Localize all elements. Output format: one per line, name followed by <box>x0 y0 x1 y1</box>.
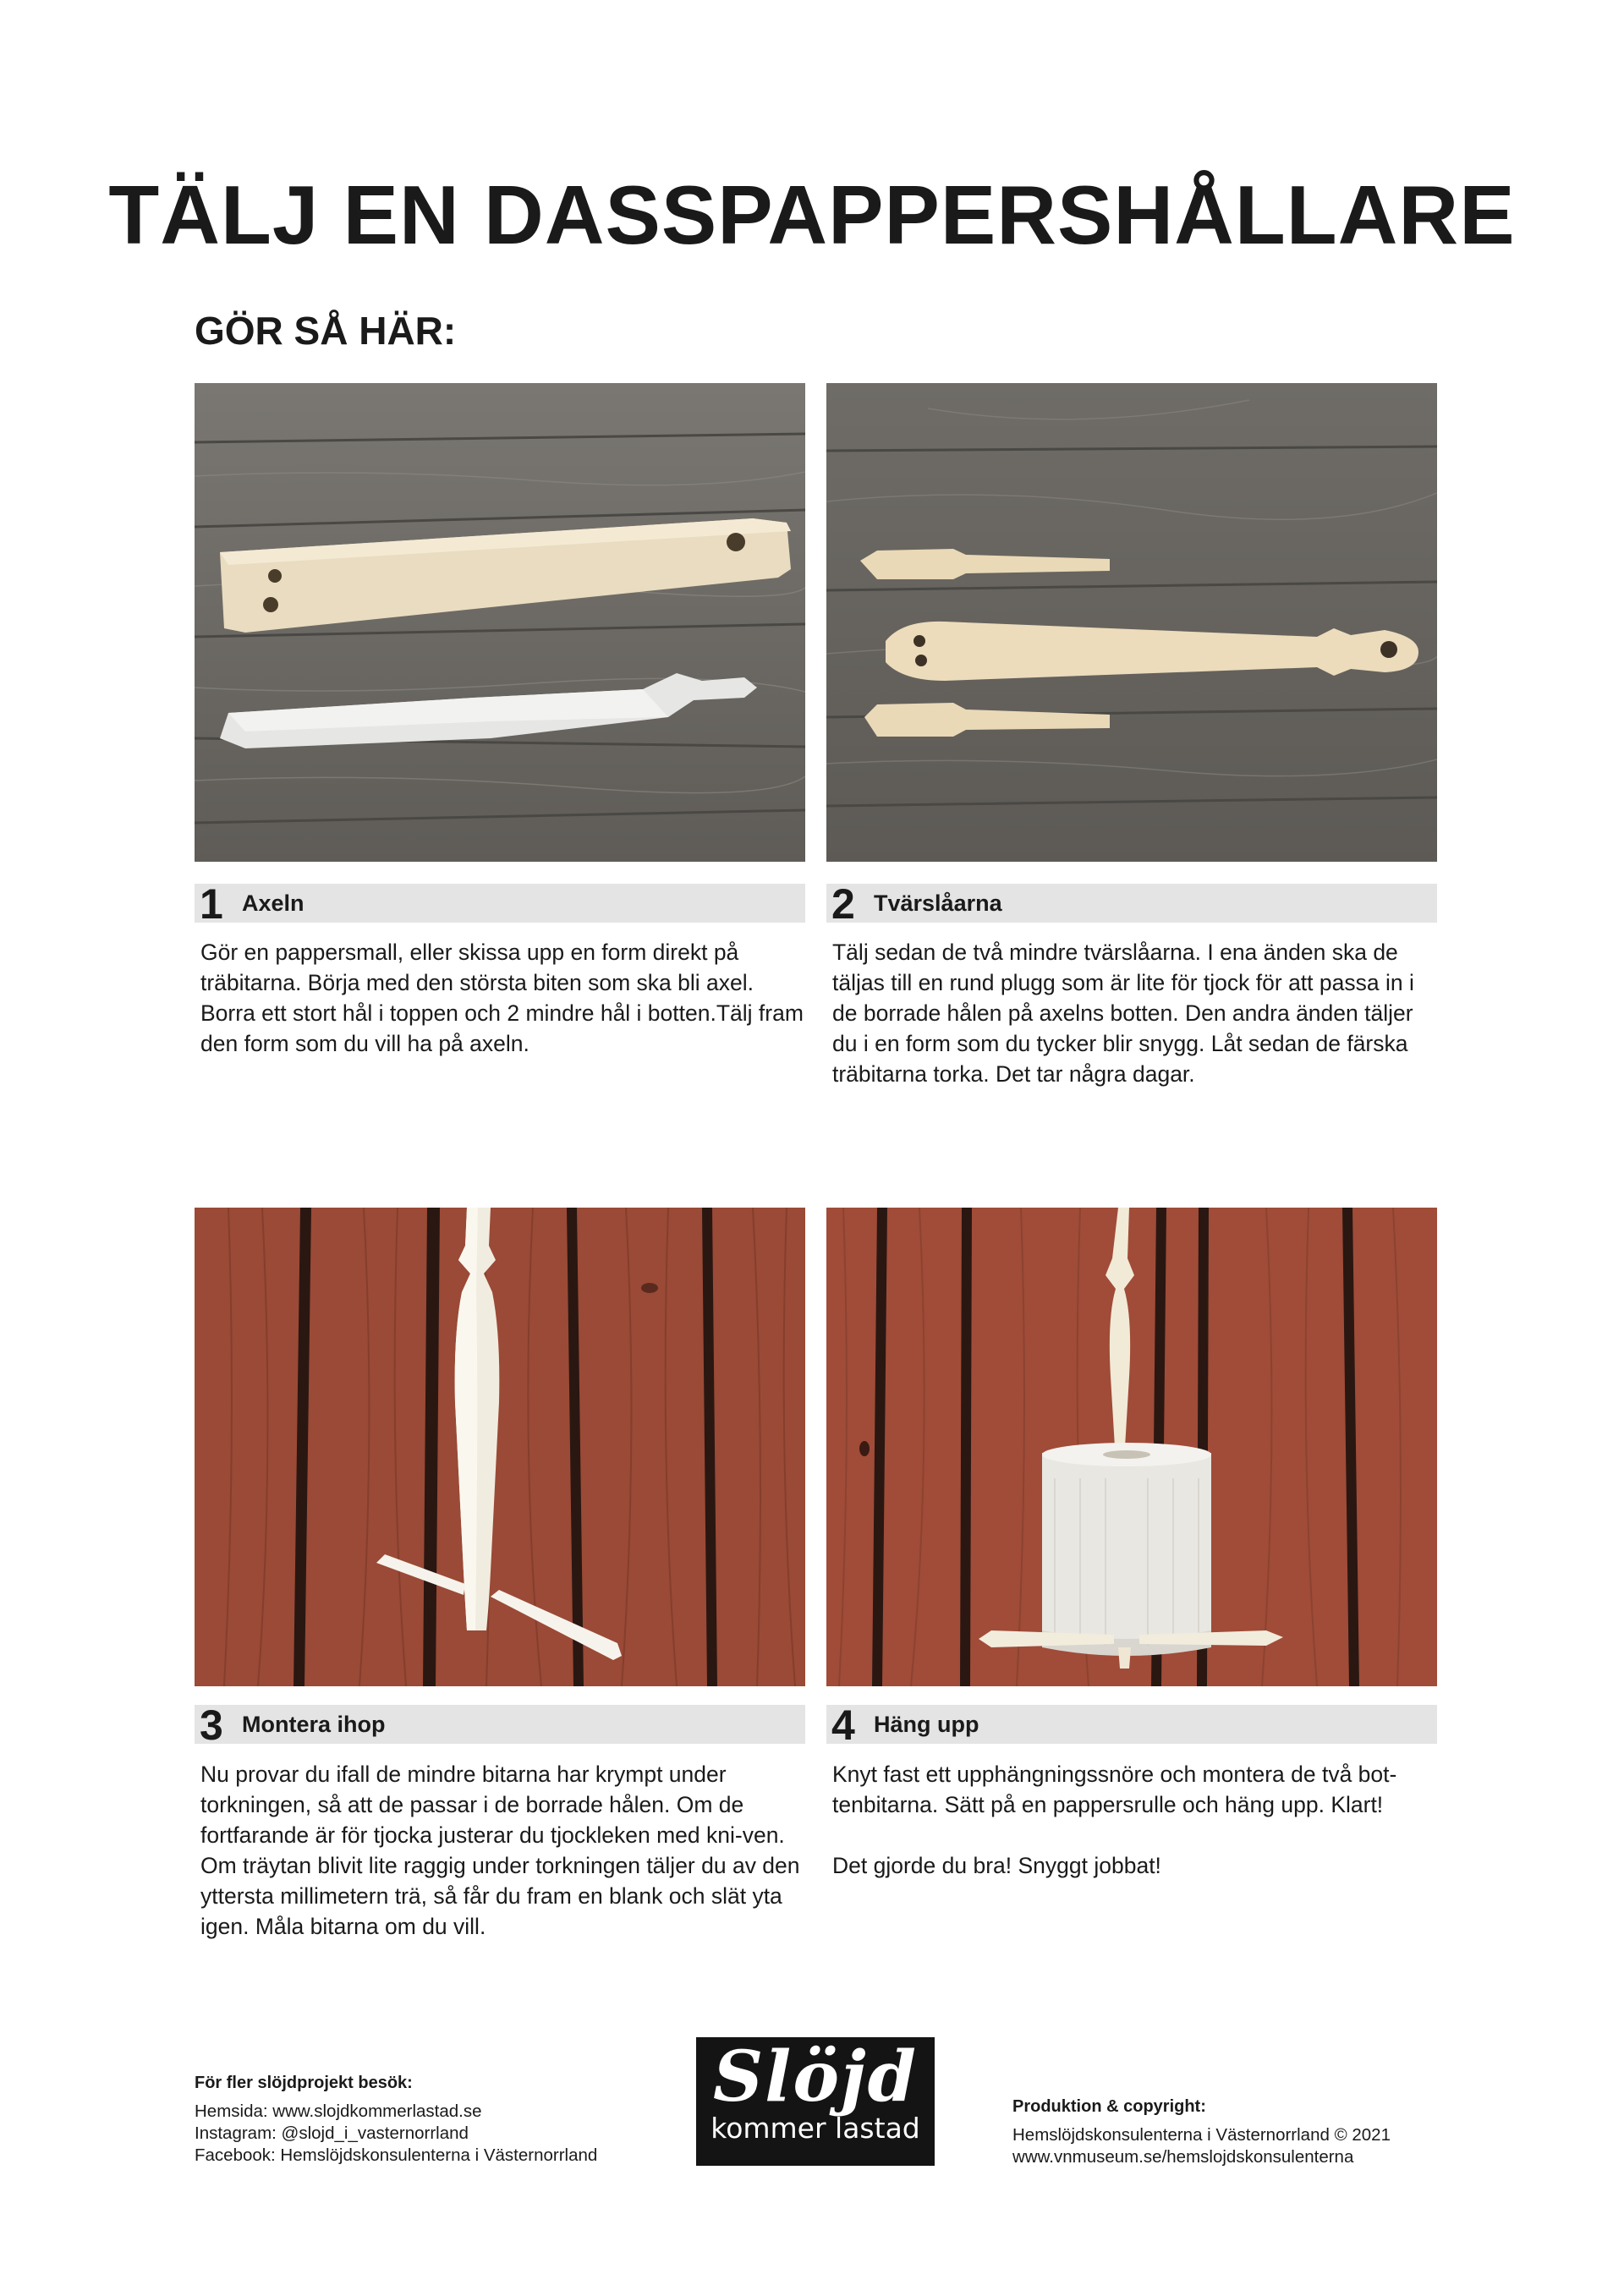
footer-facebook[interactable]: Facebook: Hemslöjdskonsulenterna i Västernorrland <box>195 2145 598 2165</box>
step-1-header <box>195 880 805 928</box>
footer-links <box>195 2072 597 2167</box>
step-4-closing: Det gjorde du bra! Snyggt jobbat! <box>832 1853 1161 1878</box>
footer-copyright-url[interactable]: www.vnmuseum.se/hemslojdskonsulenterna <box>1012 2147 1354 2167</box>
step-1-paragraph: Gör en pappersmall, eller skissa upp en form direkt på träbitarna. Börja med den största biten som ska bli axel. Borra ett stort hål i toppen och 2 mindre hål i botten.Tälj fram den form som du vill ha på axeln. <box>200 940 804 1056</box>
step-3-photo <box>195 1208 805 1686</box>
step-2-paragraph: Tälj sedan de två mindre tvärslåarna. I ena änden ska de täljas till en rund plugg som är lite för tjock för att passa in i de borrade hålen på axelns botten. Den andra änden täljer du i en form som du tycker blir snygg. Låt sedan de färska träbitarna torka. Det tar några dagar. <box>832 940 1414 1087</box>
logo-tagline: kommer lastad <box>710 2112 920 2145</box>
step-2-header <box>826 880 1437 928</box>
step-3-label: Montera ihop <box>242 1712 386 1737</box>
step-4-header <box>826 1701 1437 1749</box>
step-1-text <box>195 937 805 1059</box>
step-4-number: 4 <box>831 1701 855 1749</box>
footer-copyright <box>1012 2096 1391 2168</box>
step-4-label: Häng upp <box>874 1712 979 1737</box>
footer-copyright-org: Hemslöjdskonsulenterna i Västernorrland © 2021 <box>1012 2125 1391 2145</box>
footer-copyright-heading: Produktion & copyright: <box>1012 2097 1206 2116</box>
step-3-number: 3 <box>200 1701 223 1749</box>
step-3-paragraph: Nu provar du ifall de mindre bitarna har krympt under torkningen, så att de passar i de borrade hålen. Om de fortfarande är för tjocka justerar du tjockleken med kni-ven. Om träytan blivit lite raggig under torkningen täljer du av den yttersta millimetern trä, så får du fram en blank och slät yta igen. Måla bitarna om du vill. <box>200 1762 800 1939</box>
step-3-header <box>195 1701 805 1749</box>
step-4-text <box>826 1759 1437 1881</box>
page-title: TÄLJ EN DASSPAPPERSHÅLLARE <box>108 168 1516 261</box>
step-1-label: Axeln <box>242 890 304 916</box>
step-2-text <box>826 937 1437 1089</box>
step-2-number: 2 <box>831 880 855 928</box>
step-1-photo <box>195 383 805 862</box>
footer-instagram[interactable]: Instagram: @slojd_i_vasternorrland <box>195 2123 469 2143</box>
step-2-label: Tvärslåarna <box>874 890 1002 916</box>
step-1-number: 1 <box>200 880 223 928</box>
step-4-paragraph: Knyt fast ett upphängningssnöre och montera de två bot-tenbitarna. Sätt på en pappersrulle och häng upp. Klart! <box>832 1762 1397 1817</box>
footer-website[interactable]: Hemsida: www.slojdkommerlastad.se <box>195 2101 482 2121</box>
section-heading: GÖR SÅ HÄR: <box>195 309 457 353</box>
footer-links-heading: För fler slöjdprojekt besök: <box>195 2074 413 2092</box>
step-2-photo <box>826 383 1437 862</box>
slojd-logo <box>696 2037 935 2166</box>
logo-wordmark: Slöjd <box>712 2036 919 2118</box>
step-3-text <box>195 1759 805 1942</box>
step-4-photo <box>826 1208 1437 1686</box>
